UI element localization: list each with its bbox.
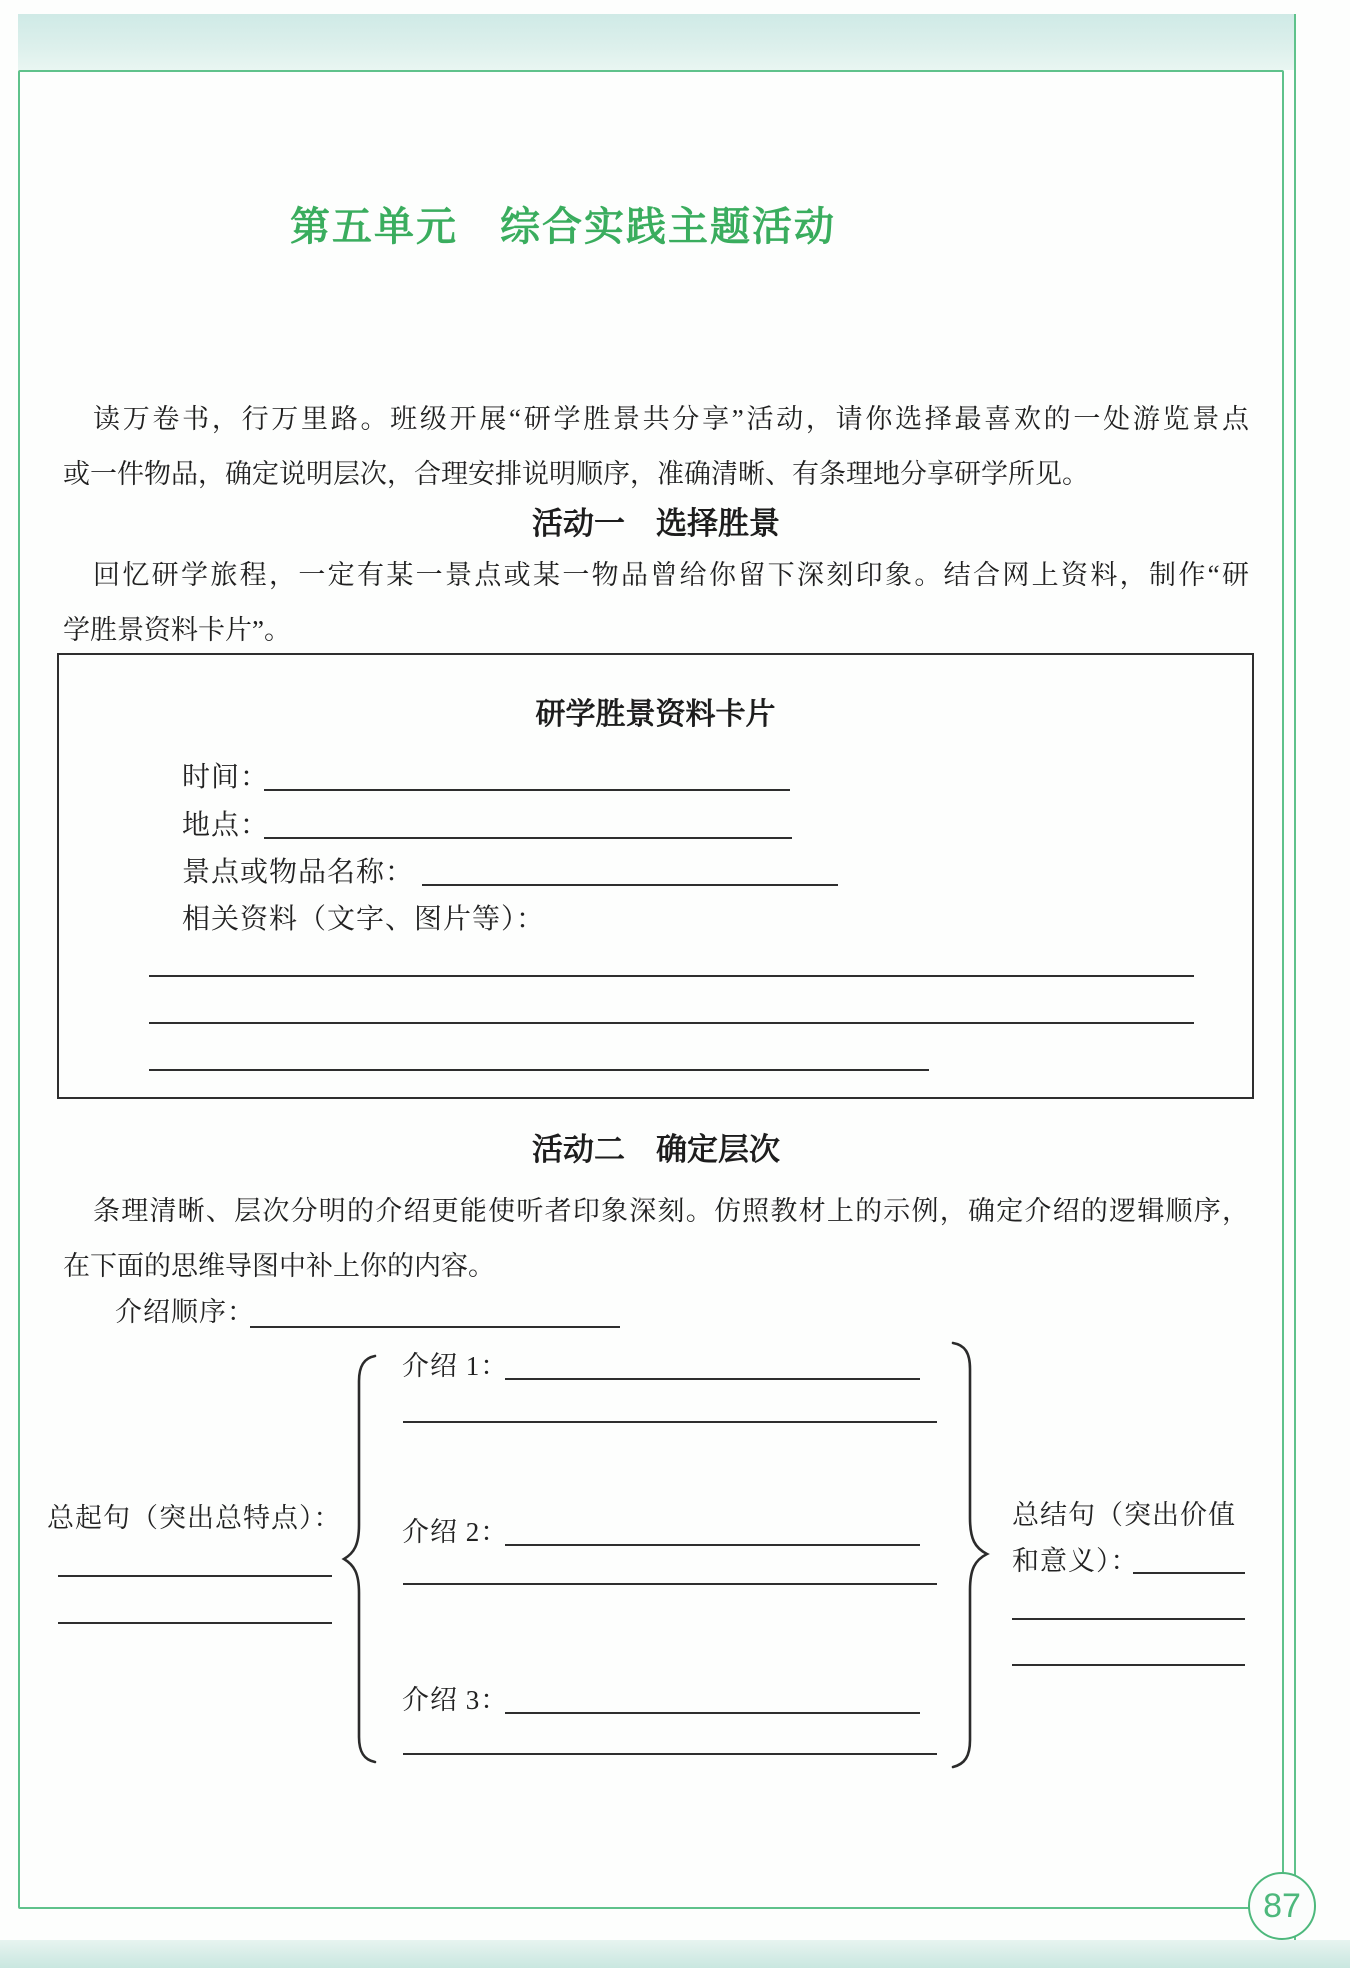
page-number: 87 xyxy=(1263,1886,1301,1925)
blank-line xyxy=(149,1069,929,1071)
item1-label: 介绍 1： xyxy=(402,1351,509,1381)
closing-sentence-label-line1: 总结句（突出价值 xyxy=(1012,1500,1236,1530)
unit-title: 第五单元 综合实践主题活动 xyxy=(290,204,836,249)
activity2-line-2: 在下面的思维导图中补上你的内容。 xyxy=(63,1251,495,1281)
outer-right-border xyxy=(1294,14,1296,1942)
page-number-badge xyxy=(1248,1872,1316,1940)
study-card xyxy=(57,653,1254,1099)
opening-sentence-label: 总起句（突出总特点）： xyxy=(47,1503,342,1533)
opening-blank-line xyxy=(58,1622,332,1624)
field-place-blank xyxy=(264,837,792,839)
closing-blank xyxy=(1133,1572,1245,1574)
intro-line-2: 或一件物品，确定说明层次，合理安排说明顺序，准确清晰、有条理地分享研学所见。 xyxy=(63,459,1089,489)
item3-blank-line2 xyxy=(403,1753,937,1755)
field-label-time: 时间： xyxy=(182,762,270,793)
order-blank xyxy=(250,1326,620,1328)
intro-line-1: 读万卷书，行万里路。班级开展“研学胜景共分享”活动，请你选择最喜欢的一处游览景点 xyxy=(93,404,1249,434)
blank-line xyxy=(149,1022,1194,1024)
field-label-name: 景点或物品名称： xyxy=(182,857,415,888)
bottom-teal-band xyxy=(0,1940,1350,1968)
activity2-paragraph xyxy=(63,1184,1249,1294)
item3-label: 介绍 3： xyxy=(402,1685,509,1715)
closing-sentence-label-line2: 和意义）： xyxy=(1012,1546,1139,1576)
blank-line xyxy=(149,975,1194,977)
activity1-heading: 活动一 选择胜景 xyxy=(532,506,780,541)
closing-blank-line xyxy=(1012,1664,1245,1666)
activity1-line-1: 回忆研学旅程，一定有某一景点或某一物品曾给你留下深刻印象。结合网上资料，制作“研 xyxy=(93,560,1249,590)
activity1-line-2: 学胜景资料卡片”。 xyxy=(63,615,291,645)
right-brace-icon xyxy=(950,1340,990,1770)
opening-blank-line xyxy=(58,1575,332,1577)
left-brace-icon xyxy=(341,1353,377,1765)
item2-blank-line2 xyxy=(403,1583,937,1585)
activity1-paragraph xyxy=(63,548,1249,658)
study-card-title: 研学胜景资料卡片 xyxy=(535,698,776,731)
field-time-blank xyxy=(264,789,790,791)
item3-blank xyxy=(505,1712,920,1714)
field-name-blank xyxy=(422,884,838,886)
item2-blank xyxy=(505,1544,920,1546)
top-teal-band xyxy=(18,14,1296,70)
item1-blank-line2 xyxy=(403,1421,937,1423)
field-label-material: 相关资料（文字、图片等）： xyxy=(182,904,546,935)
item1-blank xyxy=(505,1378,920,1380)
closing-blank-line xyxy=(1012,1618,1245,1620)
activity2-line-1: 条理清晰、层次分明的介绍更能使听者印象深刻。仿照教材上的示例，确定介绍的逻辑顺序， xyxy=(93,1196,1249,1226)
activity2-heading: 活动二 确定层次 xyxy=(532,1132,780,1167)
field-label-place: 地点： xyxy=(182,810,270,841)
intro-paragraph xyxy=(63,392,1249,502)
order-label: 介绍顺序： xyxy=(115,1297,255,1327)
item2-label: 介绍 2： xyxy=(402,1517,509,1547)
